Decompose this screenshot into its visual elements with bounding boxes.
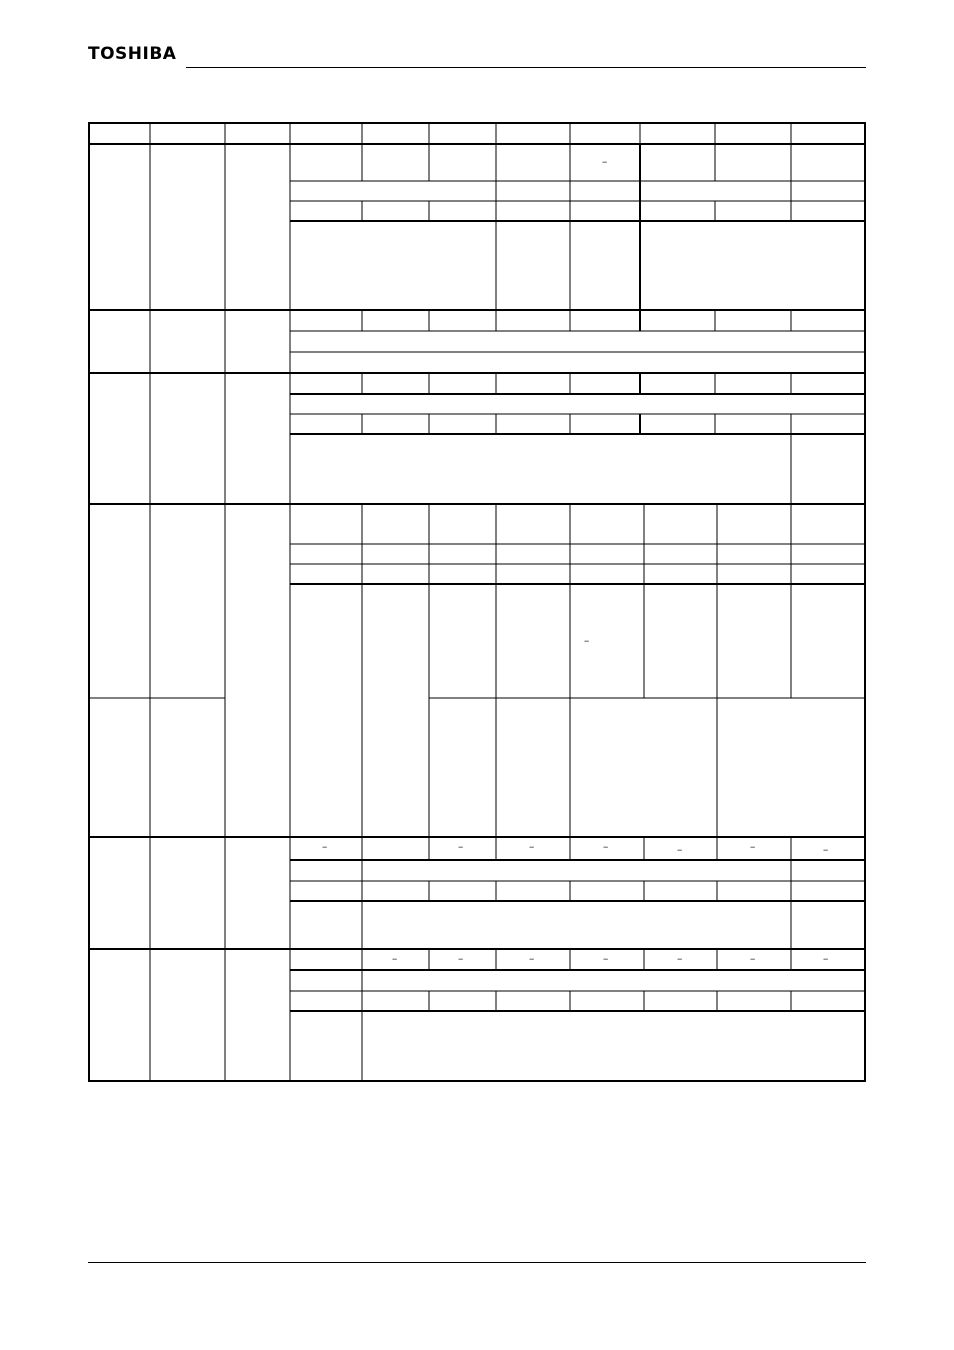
dash-mark: − — [603, 842, 609, 852]
dash-mark: − — [458, 842, 464, 852]
toshiba-logo: TOSHIBA — [88, 44, 177, 64]
dash-mark: − — [823, 954, 829, 964]
dash-mark: − — [322, 842, 328, 852]
dash-mark: − — [529, 842, 535, 852]
dash-mark: − — [750, 842, 756, 852]
dash-mark: − — [392, 954, 398, 964]
dash-mark: − — [750, 954, 756, 964]
dash-mark: − — [603, 954, 609, 964]
dash-mark: − — [529, 954, 535, 964]
dash-mark: − — [677, 954, 683, 964]
dash-mark: − — [602, 157, 608, 167]
dash-mark: − — [823, 845, 829, 855]
footer-rule — [88, 1262, 866, 1263]
dash-mark: − — [677, 845, 683, 855]
dash-mark: − — [584, 636, 590, 646]
dash-mark: − — [458, 954, 464, 964]
